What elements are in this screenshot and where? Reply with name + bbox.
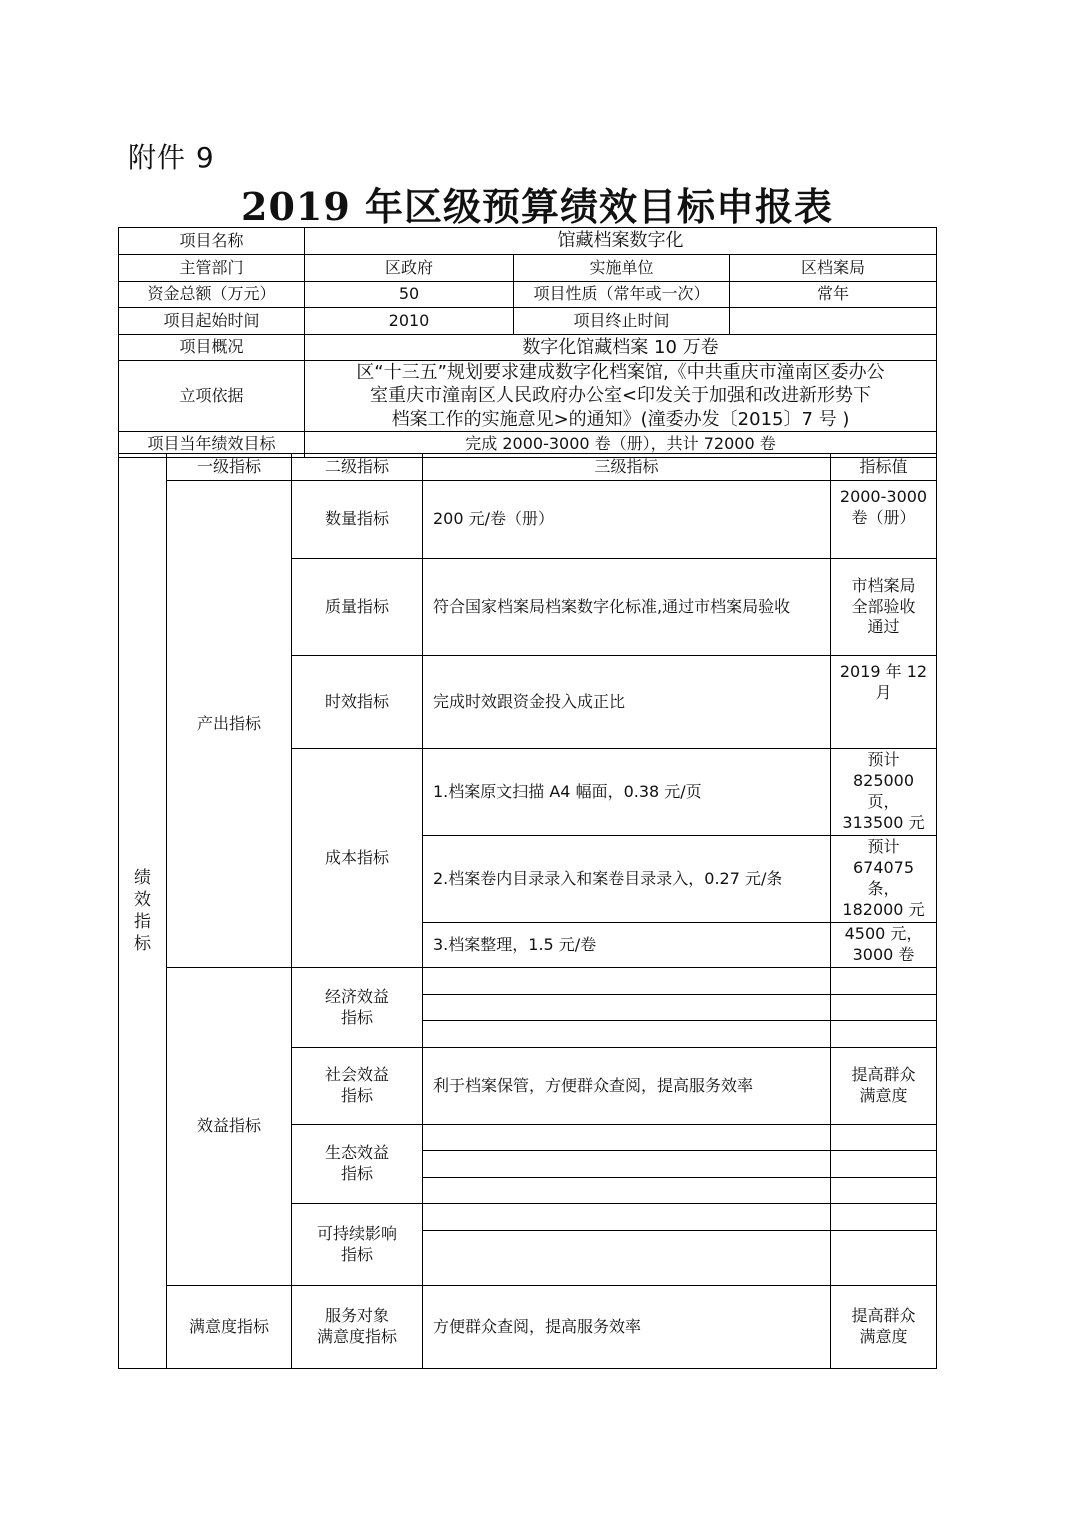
overview-label: 项目概况 (119, 335, 305, 361)
cost-item-desc: 3.档案整理，1.5 元/卷 (423, 923, 831, 968)
timeliness-desc: 完成时效跟资金投入成正比 (423, 656, 831, 749)
basis-line: 区“十三五”规划要求建成数字化档案馆,《中共重庆市潼南区委办公 (356, 362, 885, 383)
empty-cell (423, 995, 831, 1021)
empty-cell (423, 1204, 831, 1231)
start-value: 2010 (305, 308, 514, 335)
quality-desc: 符合国家档案局档案数字化标准,通过市档案局验收 (423, 559, 831, 656)
cost-item-value: 预计 674075 条， 182000 元 (831, 836, 937, 923)
start-label: 项目起始时间 (119, 308, 305, 335)
nature-value: 常年 (730, 282, 937, 308)
quality-label: 质量指标 (292, 559, 423, 656)
end-value (730, 308, 937, 335)
social-desc: 利于档案保管，方便群众查阅，提高服务效率 (423, 1048, 831, 1125)
quantity-desc: 200 元/卷（册） (423, 481, 831, 559)
col-header-level1: 一级指标 (167, 454, 292, 481)
empty-cell (423, 1021, 831, 1048)
cost-item-desc: 1.档案原文扫描 A4 幅面，0.38 元/页 (423, 749, 831, 836)
empty-cell (831, 995, 937, 1021)
impl-unit-value: 区档案局 (730, 255, 937, 282)
social-value: 提高群众 满意度 (831, 1048, 937, 1125)
project-name-label: 项目名称 (119, 228, 305, 255)
col-header-level2: 二级指标 (292, 454, 423, 481)
empty-cell (831, 1178, 937, 1204)
overview-value: 数字化馆藏档案 10 万卷 (305, 335, 937, 361)
funds-value: 50 (305, 282, 514, 308)
basis-line: 室重庆市潼南区人民政府办公室<印发关于加强和改进新形势下 (369, 385, 872, 407)
empty-cell (423, 1231, 831, 1286)
empty-cell (423, 1178, 831, 1204)
nature-label: 项目性质（常年或一次） (514, 282, 730, 308)
empty-cell (423, 1151, 831, 1178)
empty-cell (831, 1021, 937, 1048)
service-desc: 方便群众查阅，提高服务效率 (423, 1286, 831, 1369)
annual-goal-label: 项目当年绩效目标 (119, 432, 305, 458)
timeliness-value: 2019 年 12 月 (831, 656, 937, 749)
output-indicator-label: 产出指标 (167, 481, 292, 968)
benefit-indicator-label: 效益指标 (167, 968, 292, 1286)
col-header-level3: 三级指标 (423, 454, 831, 481)
empty-cell (423, 1125, 831, 1151)
timeliness-label: 时效指标 (292, 656, 423, 749)
quality-value: 市档案局 全部验收 通过 (831, 559, 937, 656)
cost-item-value: 4500 元， 3000 卷 (831, 923, 937, 968)
service-satisfaction-label: 服务对象 满意度指标 (292, 1286, 423, 1369)
impl-unit-label: 实施单位 (514, 255, 730, 282)
empty-cell (831, 1151, 937, 1178)
project-info-table (118, 227, 937, 458)
quantity-label: 数量指标 (292, 481, 423, 559)
project-name-value: 馆藏档案数字化 (305, 228, 937, 255)
annual-goal-value: 完成 2000-3000 卷（册），共计 72000 卷 (305, 432, 937, 458)
service-value: 提高群众 满意度 (831, 1286, 937, 1369)
cost-label: 成本指标 (292, 749, 423, 968)
page-title: 2019 年区级预算绩效目标申报表 (241, 184, 833, 229)
basis-line: 档案工作的实施意见>的通知》(潼委办发〔2015〕7 号 ) (391, 408, 850, 430)
empty-cell (831, 1204, 937, 1231)
empty-cell (831, 1125, 937, 1151)
basis-label: 立项依据 (119, 361, 305, 432)
economic-label: 经济效益 指标 (292, 968, 423, 1048)
empty-cell (831, 968, 937, 995)
empty-cell (423, 968, 831, 995)
performance-side-label: 绩 效 指 标 (119, 454, 167, 1369)
quantity-value: 2000-3000 卷（册） (831, 481, 937, 559)
sustainability-label: 可持续影响 指标 (292, 1204, 423, 1286)
col-header-value: 指标值 (831, 454, 937, 481)
social-label: 社会效益 指标 (292, 1048, 423, 1125)
dept-value: 区政府 (305, 255, 514, 282)
end-label: 项目终止时间 (514, 308, 730, 335)
cost-item-desc: 2.档案卷内目录录入和案卷目录录入，0.27 元/条 (423, 836, 831, 923)
funds-label: 资金总额（万元） (119, 282, 305, 308)
empty-cell (831, 1231, 937, 1286)
attachment-label: 附件 9 (128, 141, 215, 174)
dept-label: 主管部门 (119, 255, 305, 282)
performance-table (118, 453, 937, 1369)
satisfaction-indicator-label: 满意度指标 (167, 1286, 292, 1369)
basis-value (305, 361, 937, 432)
cost-item-value: 预计 825000 页， 313500 元 (831, 749, 937, 836)
ecological-label: 生态效益 指标 (292, 1125, 423, 1204)
